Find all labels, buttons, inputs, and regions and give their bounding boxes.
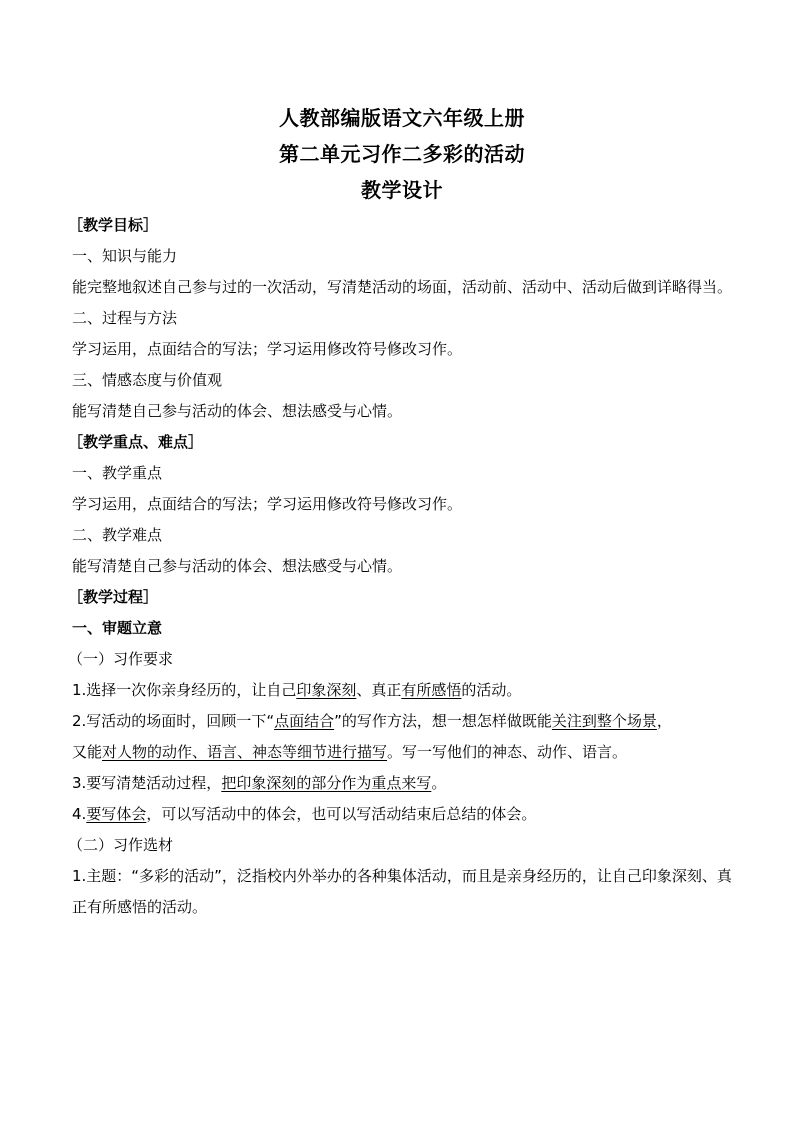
emotion-text: 能写清楚自己参与活动的体会、想法感受与心情。	[72, 402, 403, 420]
difficulty-heading: 二、教学难点	[72, 526, 163, 544]
sub-topic-selection: （二）习作选材	[68, 836, 174, 854]
process-method-heading: 二、过程与方法	[72, 309, 178, 327]
requirement-4	[72, 799, 732, 830]
req3-text-b: 。	[431, 774, 447, 792]
req4-underline-1: 要写体会	[86, 805, 147, 823]
req2-underline-3: 对人物的动作、语言、神态等细节进行描写	[102, 743, 388, 761]
req3-underline-1: 把印象深刻的部分作为重点来写	[221, 774, 432, 792]
req2-text-b: ”的写作方法，想一想怎样做既能	[334, 712, 552, 730]
sub-requirements: （一）习作要求	[68, 650, 174, 668]
doc-title-line2: 第二单元习作二多彩的活动	[279, 142, 525, 166]
difficulty-text: 能写清楚自己参与活动的体会、想法感受与心情。	[72, 557, 403, 575]
req2-text-c: ，	[656, 712, 672, 730]
focus-text: 学习运用，点面结合的写法；学习运用修改符号修改习作。	[72, 495, 463, 513]
req4-text-a: 4.	[72, 805, 87, 823]
knowledge-text: 能完整地叙述自己参与过的一次活动，写清楚活动的场面，活动前、活动中、活动后做到详略得当。	[72, 278, 733, 296]
knowledge-heading: 一、知识与能力	[72, 247, 178, 265]
req1-underline-1: 印象深刻	[296, 681, 357, 699]
req2-text-e: 。写一写他们的神态、动作、语言。	[387, 743, 628, 761]
keypoints-heading: ［教学重点、难点］	[68, 433, 204, 451]
requirement-2-line1	[72, 706, 732, 737]
topic-1-text: 1.主题：“多彩的活动”，泛指校内外举办的各种集体活动，而且是亲身经历的，让自己印象深刻、真正有所感悟的活动。	[72, 867, 732, 916]
req2-underline-1: 点面结合	[274, 712, 335, 730]
requirement-2-line2	[72, 737, 732, 768]
req1-text-b: 、真正	[356, 681, 402, 699]
requirement-3	[72, 768, 732, 799]
req1-text-a: 1.选择一次你亲身经历的，让自己	[72, 681, 297, 699]
section-shenti-liyi: 一、审题立意	[72, 619, 163, 637]
process-method-text: 学习运用，点面结合的写法；学习运用修改符号修改习作。	[72, 340, 463, 358]
document-page	[68, 100, 733, 923]
req3-text-a: 3.要写清楚活动过程，	[72, 774, 222, 792]
doc-title-line1: 人教部编版语文六年级上册	[279, 106, 525, 130]
req1-underline-2: 有所感悟	[401, 681, 462, 699]
objectives-heading: ［教学目标］	[68, 216, 159, 234]
focus-heading: 一、教学重点	[72, 464, 163, 482]
requirement-1	[72, 675, 732, 706]
req2-underline-2: 关注到整个场景	[551, 712, 657, 730]
doc-title-line3: 教学设计	[361, 178, 443, 202]
req4-text-b: ，可以写活动中的体会，也可以写活动结束后总结的体会。	[146, 805, 537, 823]
emotion-heading: 三、情感态度与价值观	[72, 371, 223, 389]
req2-text-a: 2.写活动的场面时，回顾一下“	[72, 712, 275, 730]
process-heading: ［教学过程］	[68, 588, 159, 606]
req1-text-c: 的活动。	[461, 681, 522, 699]
req2-text-d: 又能	[72, 743, 103, 761]
